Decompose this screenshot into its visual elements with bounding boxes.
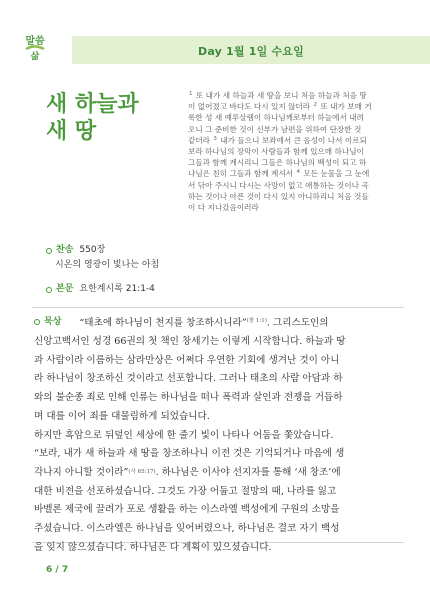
scripture-text: 서 닦아 주시니 다시는 사망이 없고 애통하는 것이나 곡: [188, 180, 369, 190]
scripture-text: 같더라: [188, 135, 213, 145]
meditation-text: 와의 불순종 죄로 인해 인류는 하나님을 떠나 폭력과 살인과 전쟁을 거듭하: [34, 392, 343, 404]
passage-label: 본문: [56, 284, 74, 294]
meditation-text: 과 사람이라 이름하는 삼라만상은 어쩌다 우연한 기회에 생겨난 것이 아니: [34, 354, 340, 366]
malsseum-logo: [20, 32, 50, 62]
meditation-text: 신앙고백서인 성경 66권의 첫 책인 창세기는 이렇게 시작합니다. 하늘과 땅: [34, 336, 346, 348]
meditation-text: 라 하나님이 창조하신 것이라고 선포합니다. 그러나 태초의 사람 아담과 하: [34, 373, 343, 385]
circle-bullet-icon: [46, 248, 52, 254]
passage-reference: 요한계시록 21:1-4: [79, 284, 155, 294]
meditation-line: [34, 313, 406, 333]
scripture-text: 그들과 함께 계시리니 그들은 하나님의 백성이 되고 하: [188, 158, 367, 168]
scripture-superscript: 3: [213, 135, 217, 142]
passage-info: [46, 282, 155, 297]
meditation-text: “태초에 하나님이 천지를 창조하시니라”: [79, 317, 247, 329]
meditation-text: “보라, 내가 새 하늘과 새 땅을 창조하나니 이전 것은 기억되거나 마음에 생: [34, 448, 345, 460]
day-header-band: [72, 36, 430, 64]
scripture-text: 또 내가 보매 거: [318, 102, 372, 112]
meditation-heading: [34, 313, 61, 332]
title-line-1: 새 하늘과: [46, 92, 139, 117]
scripture-line: [188, 112, 398, 123]
meditation-text: 주셨습니다. 이스라엘은 하나님을 잊어버렸으나, 하나님은 결코 자기 백성: [34, 523, 340, 535]
divider: [32, 307, 404, 308]
meditation-text: 을 잊지 않으셨습니다. 하나님은 다 계획이 있으셨습니다.: [34, 541, 272, 553]
meditation-label: 묵상: [44, 317, 62, 327]
meditation-line: [34, 520, 406, 539]
scripture-line: [188, 135, 398, 146]
scripture-superscript: 4: [296, 169, 300, 176]
meditation-text: 며 대를 이어 죄를 대물림하게 되었습니다.: [34, 410, 210, 422]
logo-line-1: 말씀: [25, 36, 45, 47]
logo-line-2: 삶: [30, 52, 40, 62]
meditation-line: [34, 333, 406, 352]
meditation-line: [34, 370, 406, 389]
meditation-line: [34, 352, 406, 371]
meditation-text: . 하나님은 이사야 선지자를 통해 ‘새 창조’에: [155, 466, 341, 478]
meditation-text: 대한 비전을 선포하셨습니다. 그것도 가장 어둡고 절망의 때, 나라를 잃고: [34, 485, 337, 497]
scripture-superscript: 1: [189, 91, 193, 97]
meditation-line: [34, 427, 406, 446]
title-line-2: 새 땅: [46, 119, 97, 144]
page-title: [46, 91, 166, 145]
scripture-line: [188, 180, 398, 191]
scripture-text: 이 없어졌고 바다도 다시 있지 않더라: [188, 102, 313, 112]
scripture-text: 또 내가 새 하늘과 새 땅을 보니 처음 하늘과 처음 땅: [193, 91, 367, 100]
scripture-line: [188, 168, 398, 179]
scripture-line: [188, 202, 398, 213]
scripture-text: 하는 것이나 아픈 것이 다시 있지 아니하리니 처음 것들: [188, 191, 369, 201]
circle-bullet-icon: [46, 287, 52, 293]
scripture-line: [188, 146, 398, 157]
meditation-line: [34, 408, 406, 427]
meditation-line: [34, 539, 406, 558]
meditation-line: [34, 483, 406, 502]
logo-leaf-icon: [26, 47, 44, 50]
meditation-text: . 그리스도인의: [266, 317, 329, 329]
scripture-text: 룩한 성 새 예루살렘이 하나님께로부터 하늘에서 내려: [188, 113, 364, 123]
meditation-text: 각나지 아니할 것이라”: [34, 466, 129, 478]
meditation-text: 하지만 흑암으로 뒤덮인 세상에 한 줄기 빛이 나타나 어둠을 쫓았습니다.: [34, 429, 334, 441]
hymn-number: 550장: [79, 245, 106, 255]
scripture-line: [188, 124, 398, 135]
page-number: 6 / 7: [46, 565, 69, 575]
scripture-superscript: 2: [313, 102, 318, 109]
hymn-info: [46, 243, 159, 273]
scripture-text: 모든 눈물을 그 눈에: [300, 169, 370, 179]
meditation-superscript: (사 65:17): [128, 468, 156, 475]
day-label: Day 1월 1일 수요일: [198, 45, 304, 58]
scripture-text: 내가 들으니 보좌에서 큰 음성이 나서 이르되: [217, 135, 367, 145]
scripture-line: [188, 101, 398, 112]
meditation-line: [34, 445, 406, 464]
meditation-body: [34, 313, 406, 557]
meditation-line: [34, 464, 406, 483]
scripture-text: 보라 하나님의 장막이 사람들과 함께 있으매 하나님이: [188, 147, 364, 157]
scripture-text: 이 다 지나갔음이러라: [188, 203, 259, 213]
scripture-text: 오니 그 준비한 것이 신부가 남편을 위하여 단장한 것: [188, 124, 362, 134]
hymn-name: 시온의 영광이 빛나는 아침: [55, 260, 160, 270]
scripture-text: 나님은 친히 그들과 함께 계셔서: [188, 169, 296, 179]
meditation-line: [34, 501, 406, 520]
hymn-label: 찬송: [56, 245, 74, 255]
scripture-line: [188, 191, 398, 202]
scripture-line: [188, 157, 398, 168]
meditation-text: 바벨론 제국에 끌려가 포로 생활을 하는 이스라엘 백성에게 구원의 소망을: [34, 504, 340, 516]
scripture-line: [188, 90, 398, 101]
meditation-superscript: (창 1:1): [246, 318, 267, 324]
circle-bullet-icon: [34, 319, 40, 325]
scripture-text: [188, 90, 398, 213]
meditation-line: [34, 389, 406, 408]
